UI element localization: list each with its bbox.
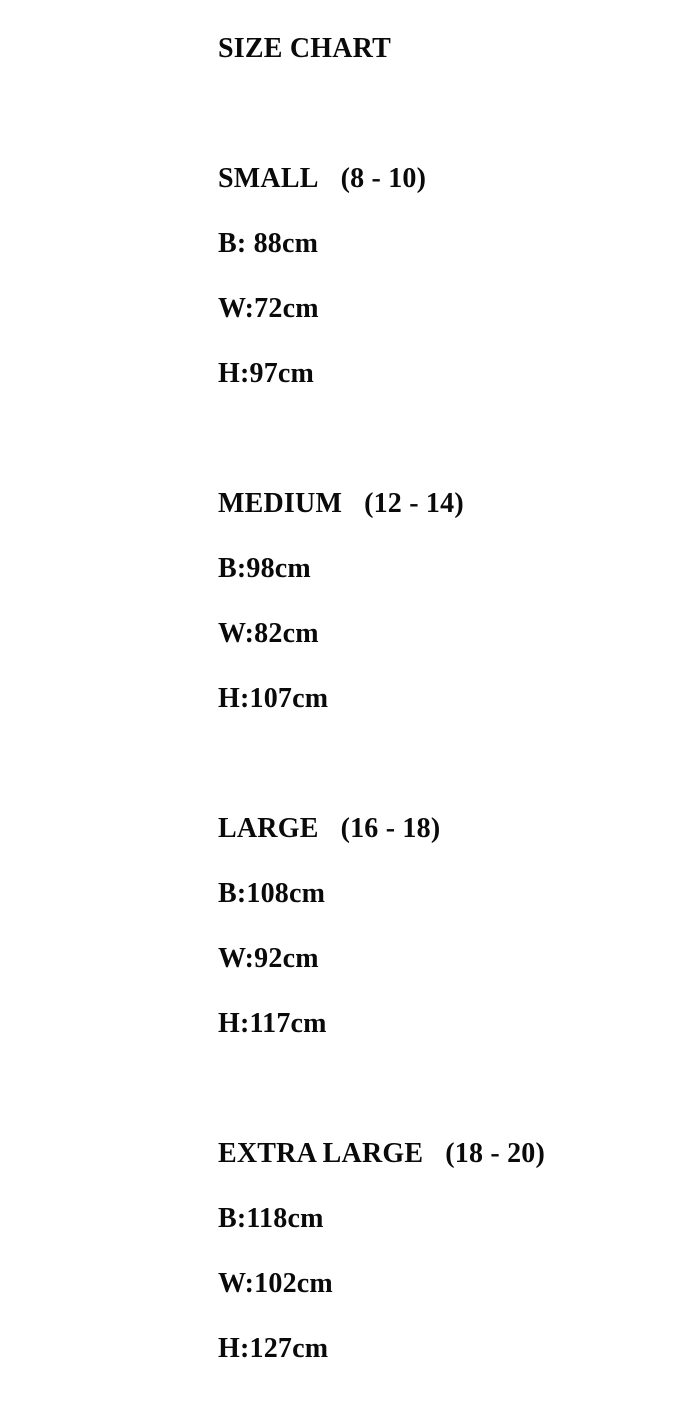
section-name: MEDIUM xyxy=(218,488,343,519)
waist-measurement: W:102cm xyxy=(218,1268,333,1299)
size-section-large xyxy=(218,796,674,1056)
hips-measurement: H:127cm xyxy=(218,1333,329,1364)
waist-measurement: W:92cm xyxy=(218,943,319,974)
section-size-range: (16 - 18) xyxy=(340,813,441,844)
section-header xyxy=(218,146,674,211)
section-header xyxy=(218,1121,674,1186)
section-header xyxy=(218,796,674,861)
hips-measurement: H:117cm xyxy=(218,1008,327,1039)
section-size-range: (8 - 10) xyxy=(340,163,427,194)
waist-measurement: W:82cm xyxy=(218,618,319,649)
section-size-range: (18 - 20) xyxy=(445,1138,546,1169)
bust-measurement: B:98cm xyxy=(218,553,311,584)
hips-measurement: H:97cm xyxy=(218,358,315,389)
page-title: SIZE CHART xyxy=(218,33,391,64)
bust-measurement: B:108cm xyxy=(218,878,326,909)
bust-measurement: B: 88cm xyxy=(218,228,319,259)
waist-measurement: W:72cm xyxy=(218,293,319,324)
section-header xyxy=(218,471,674,536)
section-name: LARGE xyxy=(218,813,319,844)
section-name: EXTRA LARGE xyxy=(218,1138,424,1169)
size-section-extra-large xyxy=(218,1121,674,1381)
bust-measurement: B:118cm xyxy=(218,1203,324,1234)
size-section-small xyxy=(218,146,674,406)
section-name: SMALL xyxy=(218,163,319,194)
hips-measurement: H:107cm xyxy=(218,683,329,714)
size-section-medium xyxy=(218,471,674,731)
section-size-range: (12 - 14) xyxy=(364,488,464,519)
